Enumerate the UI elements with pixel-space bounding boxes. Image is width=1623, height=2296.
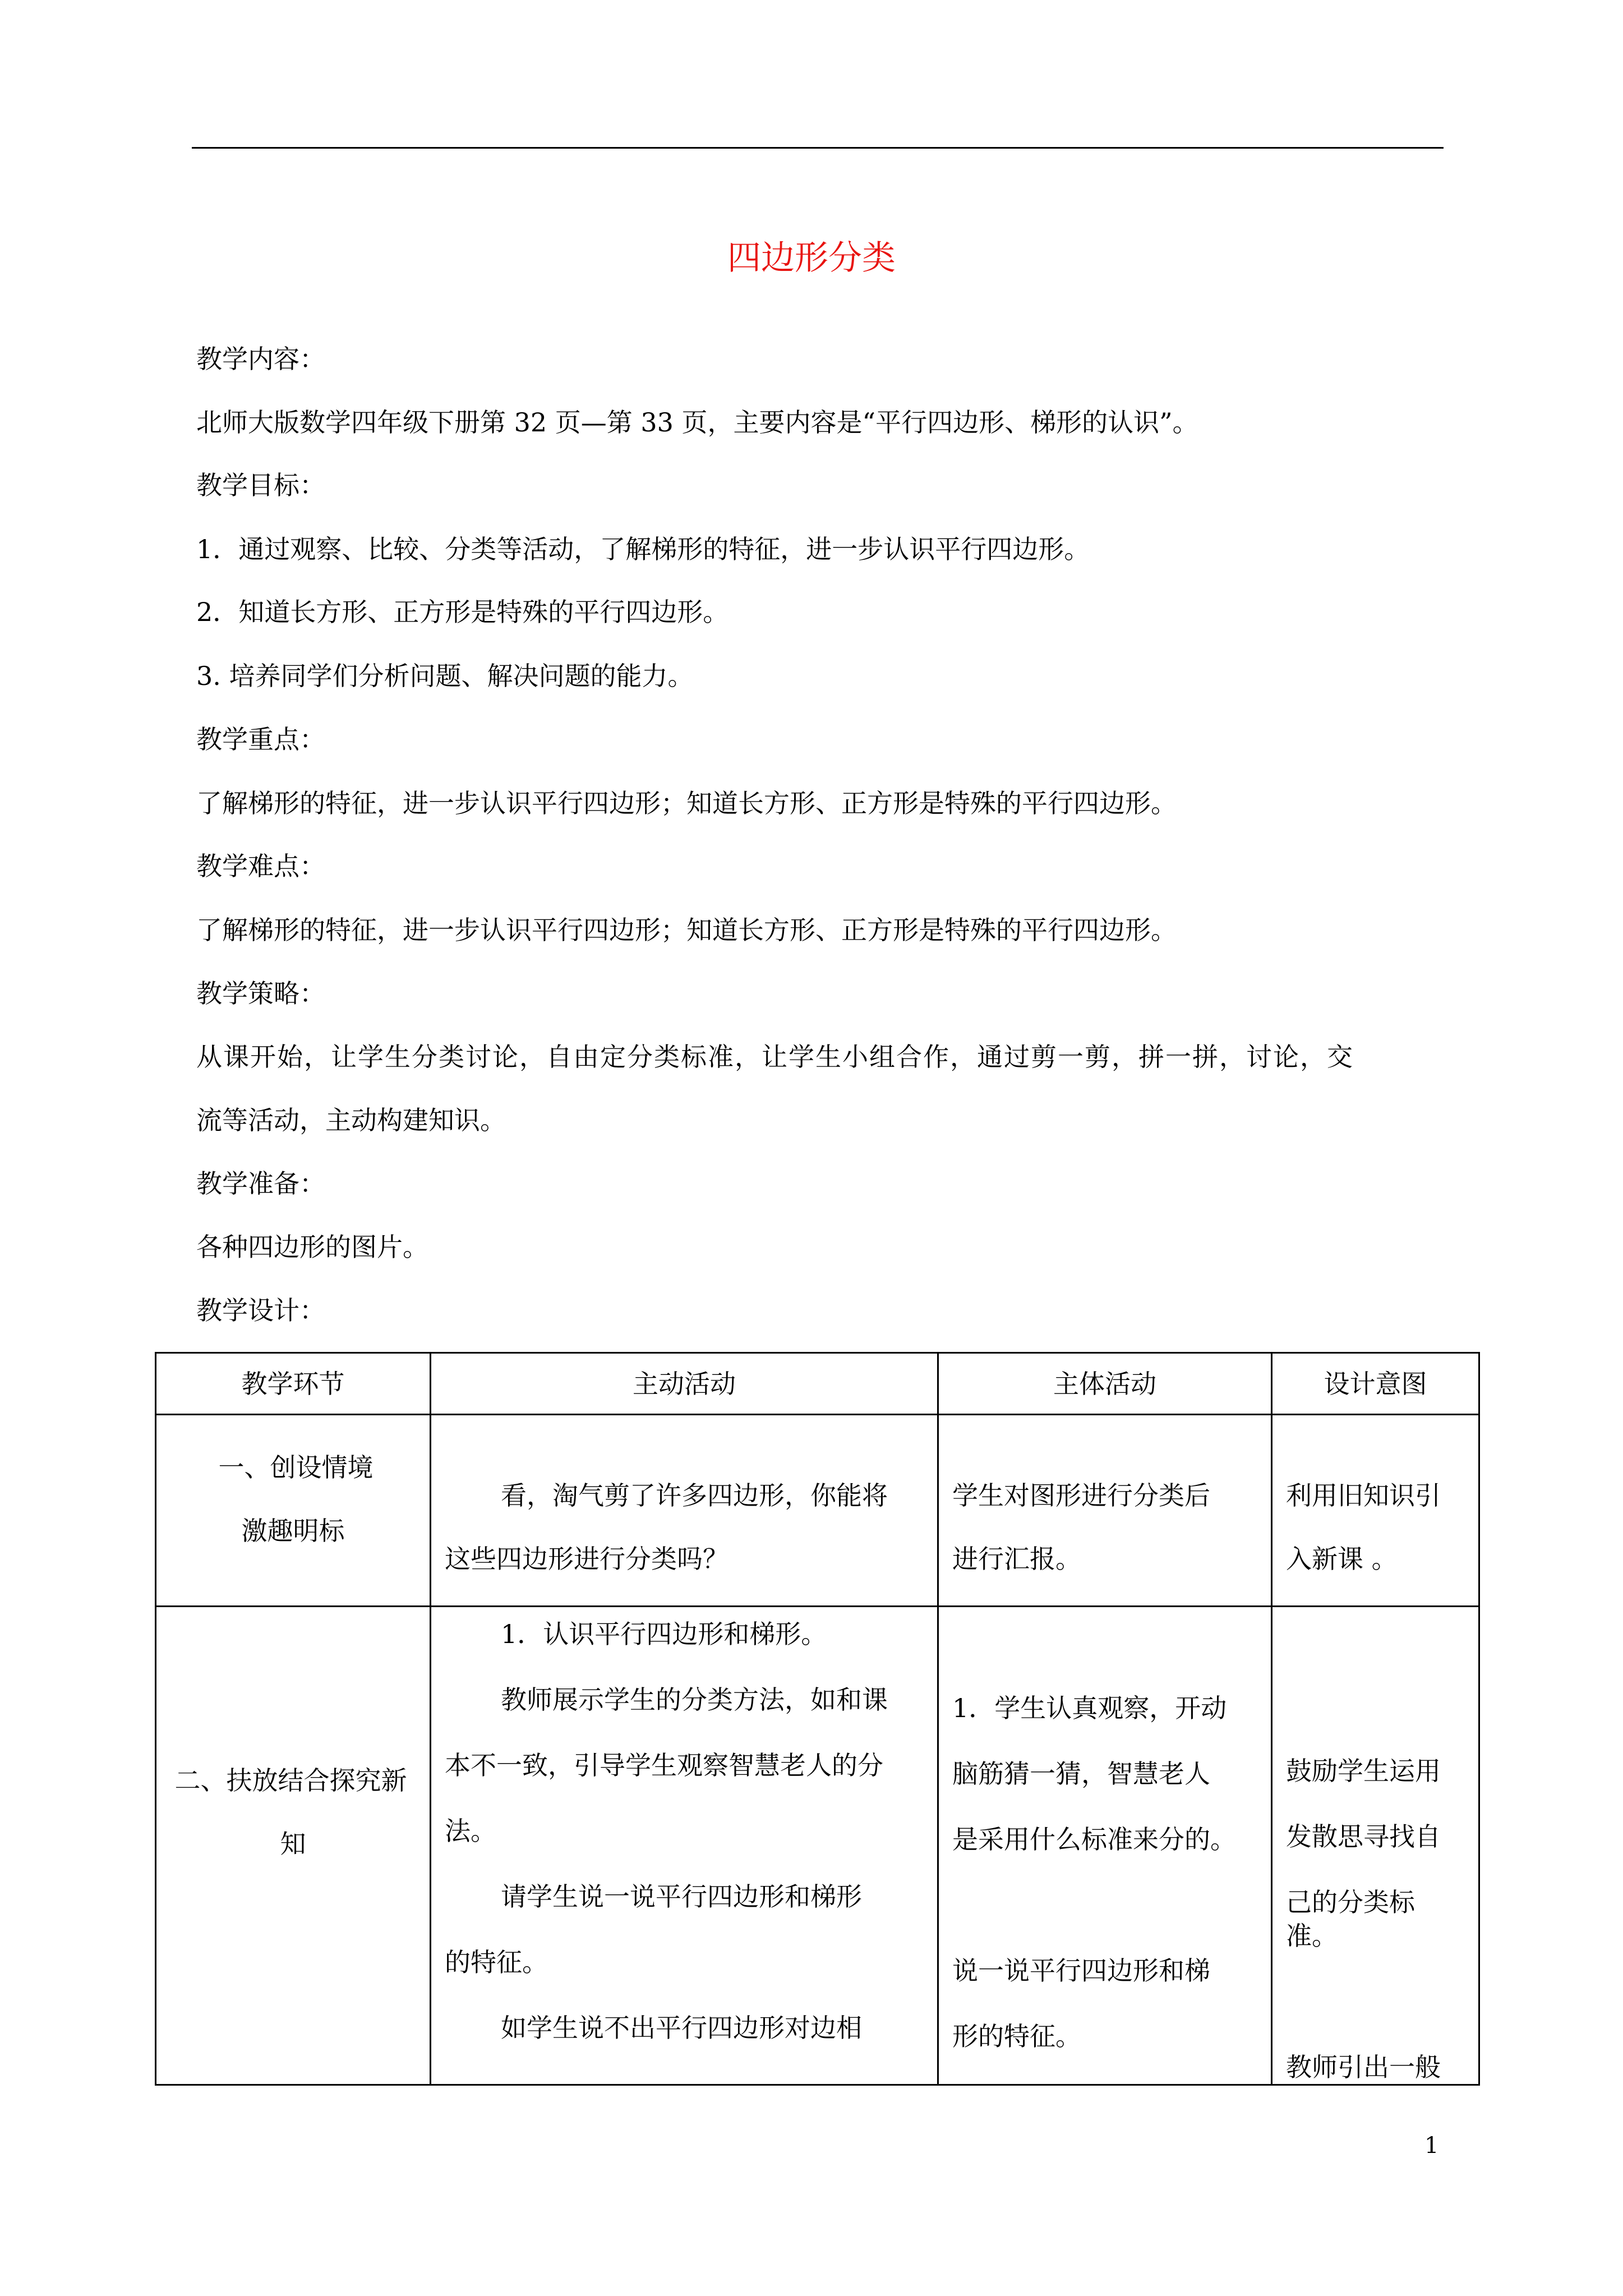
- difficulties-text: 了解梯形的特征，进一步认识平行四边形；知道长方形、正方形是特殊的平行四边形。: [196, 915, 1177, 945]
- design-intent-cell: [1272, 1607, 1479, 2085]
- design-intent-line: 入新课 。: [1286, 1544, 1398, 1574]
- content-text: 北师大版数学四年级下册第 32 页—第 33 页，主要内容是“平行四边形、梯形的认识”。: [196, 407, 1198, 438]
- teacher-activity-cell: [431, 1415, 938, 1607]
- table-header-row: [156, 1353, 1479, 1415]
- stage-label-line: 一、创设情境: [218, 1452, 374, 1483]
- content-heading: 教学内容：: [196, 344, 325, 374]
- header-student-activity: 主体活动: [938, 1353, 1272, 1415]
- goal-item-2: 2．知道长方形、正方形是特殊的平行四边形。: [196, 597, 729, 627]
- stage-label-line: 激趣明标: [241, 1516, 345, 1546]
- teacher-activity-line: 的特征。: [445, 1947, 548, 1977]
- student-activity-line: 学生对图形进行分类后: [952, 1480, 1210, 1511]
- page-number: 1: [1424, 2133, 1439, 2159]
- teacher-activity-cell: [431, 1607, 938, 2085]
- goal-item-3: 3. 培养同学们分析问题、解决问题的能力。: [196, 661, 694, 691]
- student-activity-cell: [938, 1607, 1272, 2085]
- teacher-activity-line: 请学生说一说平行四边形和梯形: [501, 1881, 862, 1912]
- teacher-activity-line: 本不一致，引导学生观察智慧老人的分: [445, 1750, 883, 1780]
- teacher-activity-line: 1．认识平行四边形和梯形。: [501, 1619, 827, 1649]
- student-activity-line: 进行汇报。: [952, 1544, 1081, 1574]
- header-teacher-activity: 主动活动: [431, 1353, 938, 1415]
- design-intent-line: 发散思寻找自: [1286, 1821, 1441, 1852]
- header-design-intent: 设计意图: [1272, 1353, 1479, 1415]
- key-points-text: 了解梯形的特征，进一步认识平行四边形；知道长方形、正方形是特殊的平行四边形。: [196, 788, 1177, 818]
- goals-heading: 教学目标：: [196, 470, 325, 500]
- design-intent-line: 教师引出一般: [1286, 2052, 1441, 2082]
- student-activity-line: 1．学生认真观察，开动: [952, 1693, 1227, 1723]
- student-activity-cell: [938, 1415, 1272, 1607]
- student-activity-line: 说一说平行四边形和梯: [952, 1955, 1210, 1986]
- student-activity-line: 脑筋猜一猜，智慧老人: [952, 1759, 1210, 1789]
- teacher-activity-line: 这些四边形进行分类吗？: [445, 1544, 728, 1574]
- design-intent-line: 利用旧知识引: [1286, 1480, 1441, 1511]
- design-intent-line: 己的分类标准。: [1286, 1887, 1415, 1951]
- teacher-activity-line: 教师展示学生的分类方法，如和课: [501, 1685, 888, 1715]
- student-activity-line: 是采用什么标准来分的。: [952, 1824, 1236, 1855]
- difficulties-heading: 教学难点：: [196, 851, 325, 881]
- stage-cell: [156, 1607, 431, 2085]
- teacher-activity-line: 法。: [445, 1816, 496, 1846]
- header-rule: [192, 147, 1444, 149]
- design-heading: 教学设计：: [196, 1295, 325, 1326]
- key-points-heading: 教学重点：: [196, 724, 325, 754]
- document-title: 四边形分类: [727, 238, 896, 278]
- table-row: [156, 1415, 1479, 1607]
- goal-item-1: 1．通过观察、比较、分类等活动，了解梯形的特征，进一步认识平行四边形。: [196, 534, 1090, 564]
- strategy-text-line-2: 流等活动，主动构建知识。: [196, 1105, 506, 1135]
- header-stage: 教学环节: [156, 1353, 431, 1415]
- strategy-text-line-1: 从课开始，让学生分类讨论，自由定分类标准，让学生小组合作，通过剪一剪，拼一拼，讨论，交: [196, 1042, 1354, 1072]
- teacher-activity-line: 如学生说不出平行四边形对边相: [501, 2013, 862, 2043]
- stage-label-line: 二、扶放结合探究新: [174, 1765, 407, 1796]
- preparation-heading: 教学准备：: [196, 1168, 325, 1199]
- design-intent-line: 鼓励学生运用: [1286, 1756, 1441, 1786]
- student-activity-line: 形的特征。: [952, 2021, 1081, 2051]
- stage-label-line: 知: [280, 1828, 306, 1859]
- preparation-text: 各种四边形的图片。: [196, 1232, 428, 1262]
- table-row: [156, 1607, 1479, 2085]
- teacher-activity-line: 看，淘气剪了许多四边形，你能将: [501, 1480, 888, 1511]
- strategy-heading: 教学策略：: [196, 978, 325, 1009]
- teaching-design-table: [155, 1352, 1480, 2086]
- design-intent-cell: [1272, 1415, 1479, 1607]
- stage-cell: [156, 1415, 431, 1607]
